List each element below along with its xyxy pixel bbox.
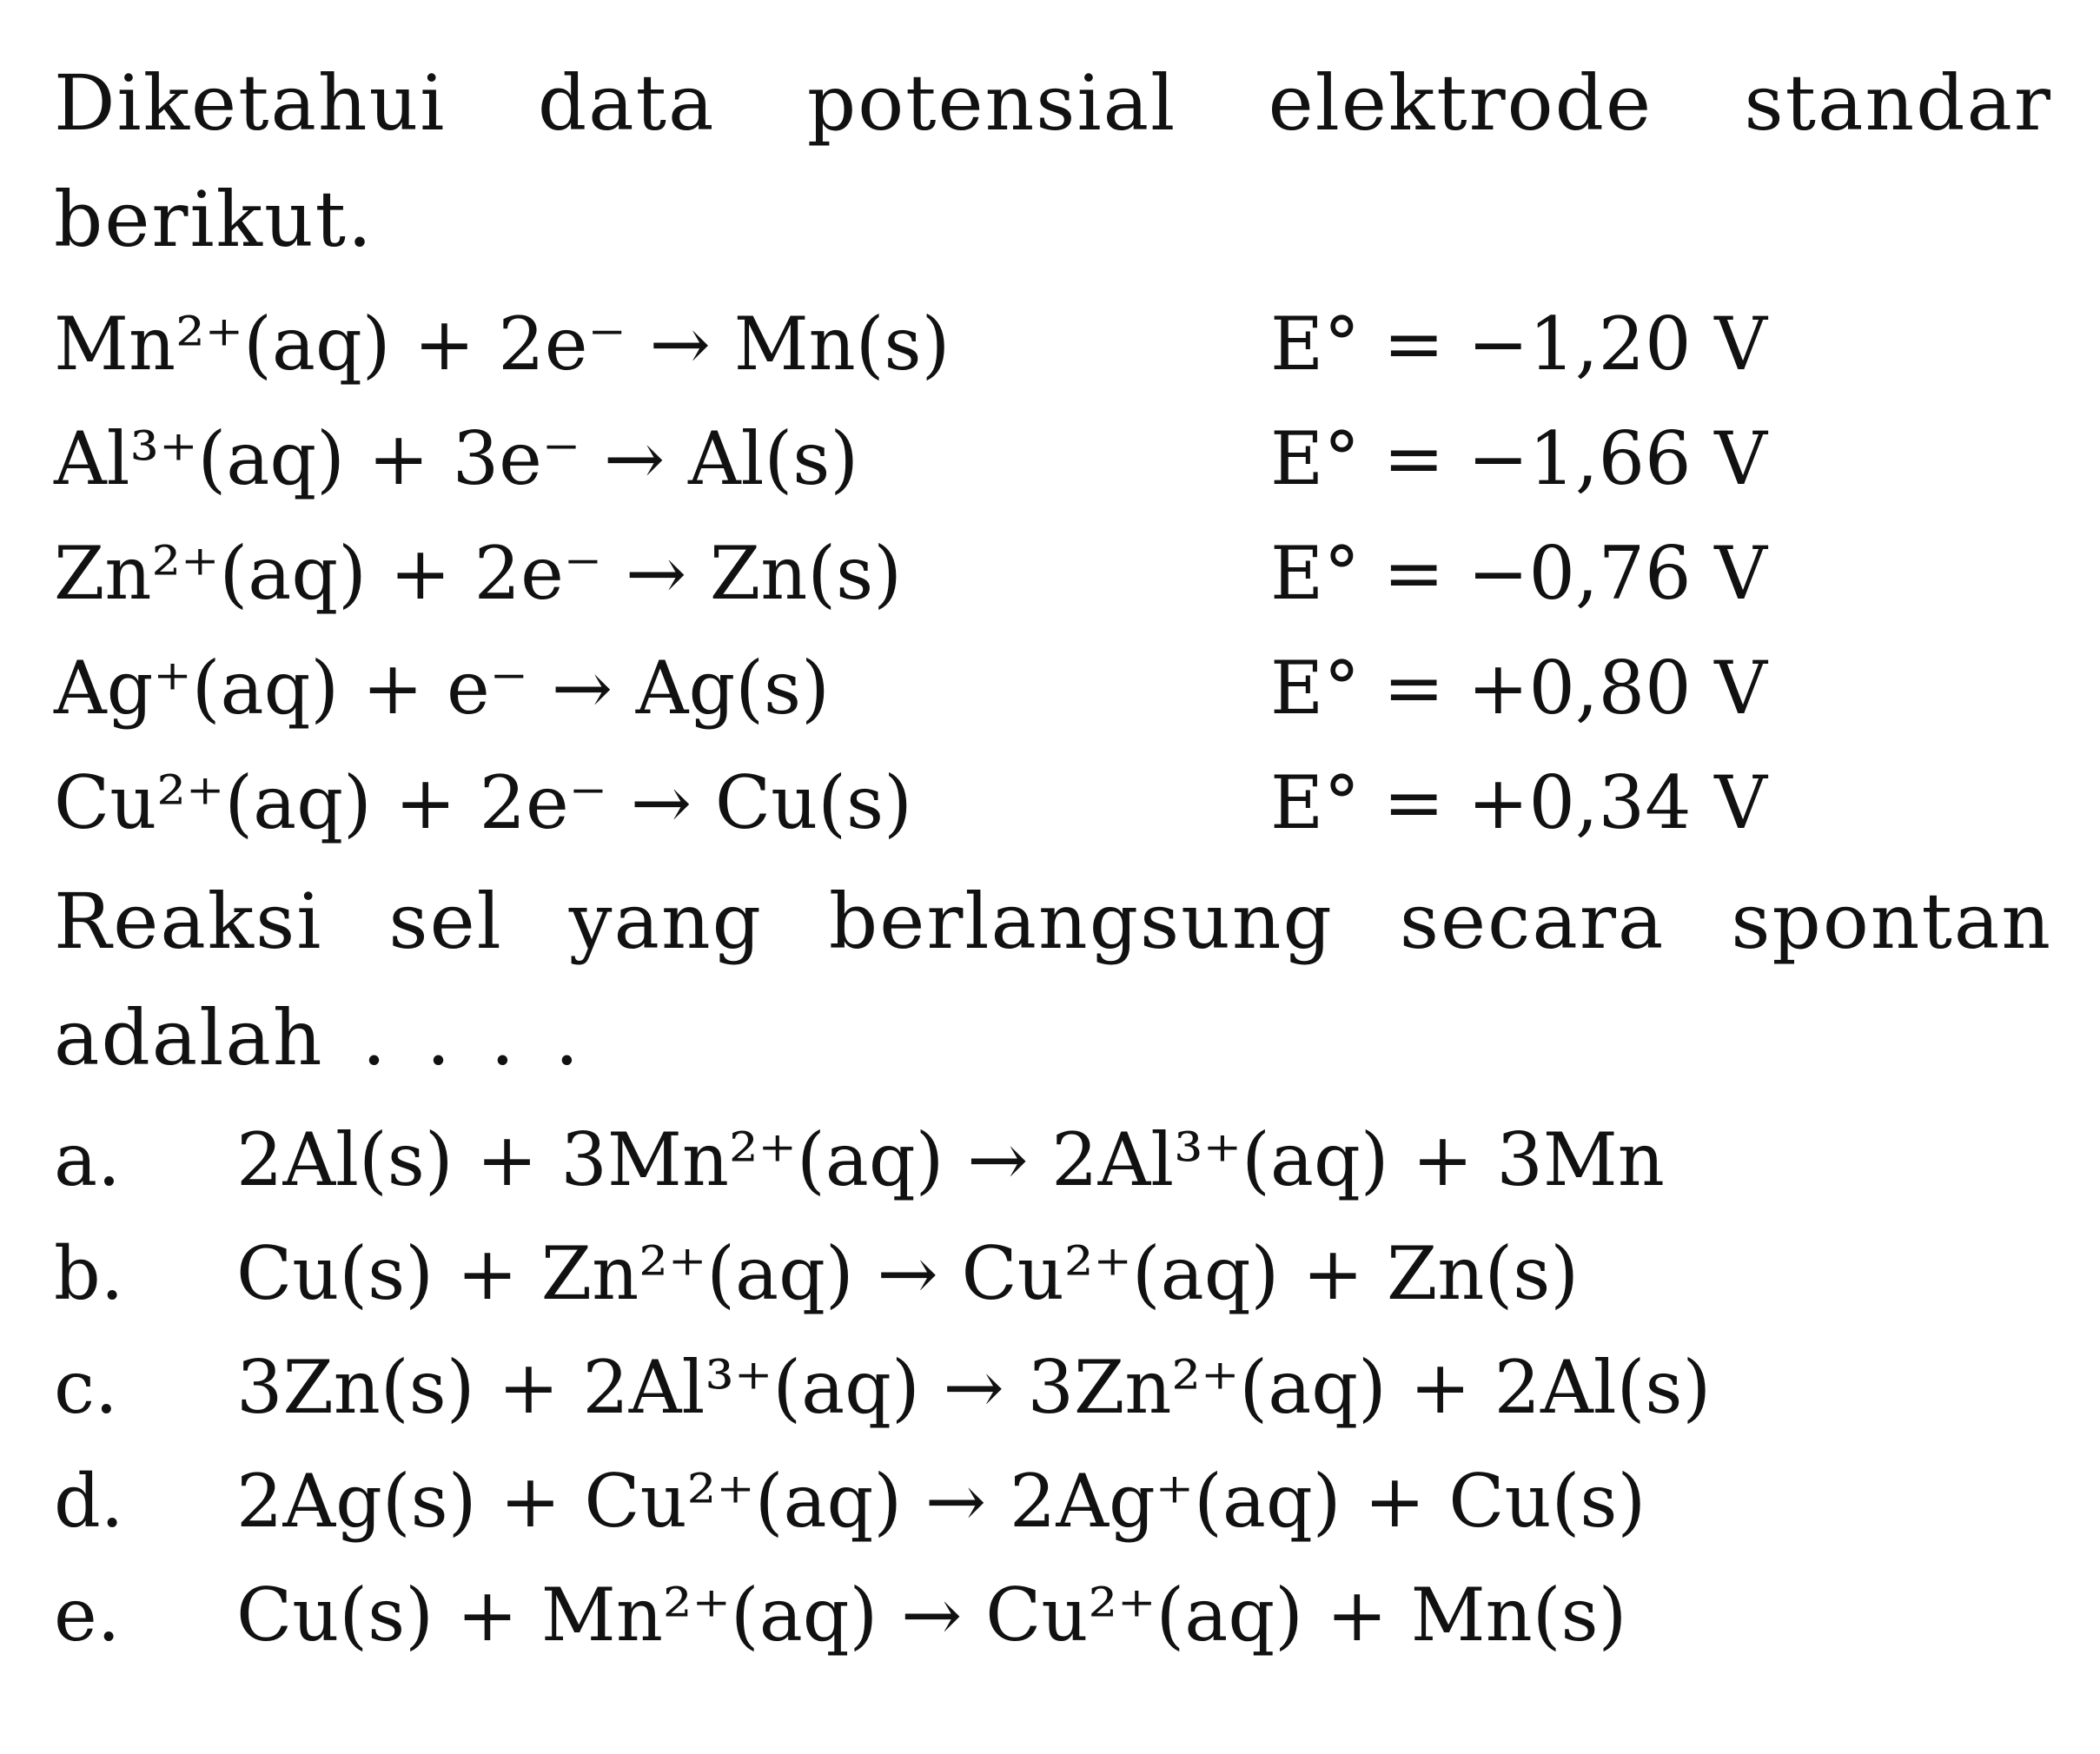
standard-potential: E° = −0,76 V [1270, 531, 1767, 616]
option-letter: a. [54, 1117, 121, 1202]
half-reaction-row [54, 287, 2065, 401]
option-letter: c. [54, 1345, 118, 1430]
half-reaction-equation: Zn²⁺(aq) + 2e⁻ → Zn(s) [54, 531, 903, 616]
option-letter: d. [54, 1459, 124, 1544]
option-reaction: 3Zn(s) + 2Al³⁺(aq) → 3Zn²⁺(aq) + 2Al(s) [236, 1345, 1712, 1430]
half-reaction-list [54, 287, 2065, 860]
answer-options [54, 1103, 2065, 1672]
option-reaction: Cu(s) + Zn²⁺(aq) → Cu²⁺(aq) + Zn(s) [236, 1231, 1580, 1316]
half-reaction-row [54, 401, 2065, 516]
question-prompt: Reaksi sel yang berlangsung secara spontan adalah . . . . [54, 877, 2052, 1082]
answer-option-b[interactable] [54, 1217, 2065, 1331]
standard-potential: E° = −1,20 V [1270, 301, 1767, 387]
question-intro: Diketahui data potensial elektrode standar berikut. [54, 58, 2052, 264]
half-reaction-equation: Cu²⁺(aq) + 2e⁻ → Cu(s) [54, 760, 912, 845]
half-reaction-row [54, 516, 2065, 631]
answer-option-c[interactable] [54, 1331, 2065, 1445]
option-reaction: 2Al(s) + 3Mn²⁺(aq) → 2Al³⁺(aq) + 3Mn [236, 1117, 1665, 1202]
half-reaction-equation: Ag⁺(aq) + e⁻ → Ag(s) [54, 645, 830, 731]
half-reaction-equation: Mn²⁺(aq) + 2e⁻ → Mn(s) [54, 301, 951, 387]
half-reaction-equation: Al³⁺(aq) + 3e⁻ → Al(s) [54, 416, 859, 501]
answer-option-e[interactable] [54, 1559, 2065, 1672]
answer-option-d[interactable] [54, 1445, 2065, 1559]
option-letter: b. [54, 1231, 124, 1316]
half-reaction-row [54, 745, 2065, 860]
half-reaction-row [54, 631, 2065, 745]
standard-potential: E° = +0,80 V [1270, 645, 1767, 731]
standard-potential: E° = −1,66 V [1270, 416, 1767, 501]
answer-option-a[interactable] [54, 1103, 2065, 1217]
option-reaction: 2Ag(s) + Cu²⁺(aq) → 2Ag⁺(aq) + Cu(s) [236, 1459, 1646, 1544]
standard-potential: E° = +0,34 V [1270, 760, 1767, 845]
option-letter: e. [54, 1572, 121, 1658]
option-reaction: Cu(s) + Mn²⁺(aq) → Cu²⁺(aq) + Mn(s) [236, 1572, 1627, 1658]
